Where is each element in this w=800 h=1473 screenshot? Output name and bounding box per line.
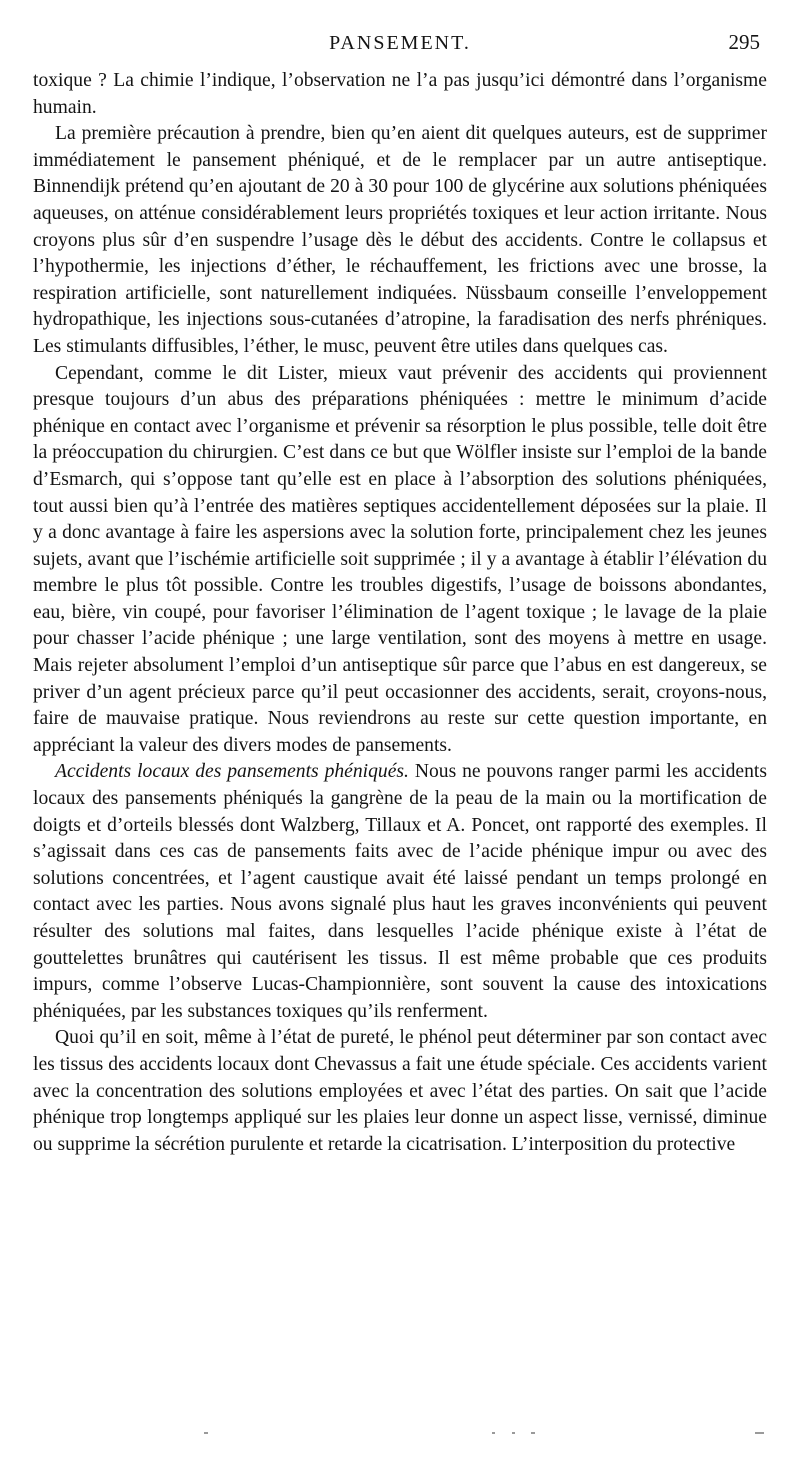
paragraph-prevention <box>33 361 767 760</box>
run-in-heading: Accidents locaux des pansements phéniqués. <box>55 761 409 783</box>
paragraph-phenol-contact <box>33 1025 767 1158</box>
paragraph-continuation <box>33 68 767 121</box>
scan-speck <box>531 1432 535 1434</box>
running-head <box>0 30 800 60</box>
running-title: PANSEMENT. <box>329 32 471 54</box>
scan-speck <box>512 1432 515 1434</box>
scan-speck <box>204 1432 208 1434</box>
scan-speck <box>492 1432 495 1434</box>
scan-specks <box>0 1432 800 1444</box>
paragraph-text: Cependant, comme le dit Lister, mieux vaut prévenir des accidents qui proviennent presque toujours d’un abus des préparations phéniquées : mettre le minimum d’acide phénique en contact avec l’organisme et prévenir sa résorption le plus possible, telle doit être la préoccupation du chirurgien. C’est dans ce but que Wölfler insiste sur l’emploi de la bande d’Esmarch, qui s’oppose tant qu’elle est en place à l’absorption des solutions phéniquées, tout aussi bien qu’à l’entrée des matières septiques accidentellement déposées sur la plaie. Il y a donc avantage à faire les aspersions avec la solution forte, principalement chez les jeunes sujets, avant que l’ischémie artificielle soit supprimée ; il y a avantage à établir l’élévation du membre le plus tôt possible. Contre les troubles digestifs, l’usage de boissons abondantes, eau, bière, vin coupé, pour favoriser l’élimination de l’agent toxique ; le lavage de la plaie pour chasser l’acide phénique ; une large ventilation, sont des moyens à mettre en usage. Mais rejeter absolument l’emploi d’un antiseptique sûr parce que l’abus en est dangereux, se priver d’un agent précieux parce qu’il peut occasionner des accidents, serait, croyons-nous, faire de mauvaise pratique. Nous reviendrons au reste sur cette question importante, en appréciant la valeur des divers modes de pansements. <box>33 362 767 756</box>
page-number: 295 <box>728 30 760 54</box>
paragraph-treatment <box>33 121 767 360</box>
paragraph-local-accidents <box>33 759 767 1025</box>
scan-speck <box>755 1432 764 1434</box>
paragraph-text: Nous ne pouvons ranger parmi les accidents locaux des pansements phéniqués la gangrène de la peau de la main ou la mortification de doigts et d’orteils blessés dont Walzberg, Tillaux et A. Poncet, ont rapporté des exemples. Il s’agissait dans ces cas de pansements faits avec de l’acide phénique impur ou avec des solutions concentrées, et l’agent caustique avait été laissé pendant un temps prolongé en contact avec les parties. Nous avons signalé plus haut les graves inconvénients qui peuvent résulter des solutions mal faites, dans lesquelles l’acide phénique existe à l’état de gouttelettes brunâtres qui cautérisent les tissus. Il est même probable que ces produits impurs, comme l’observe Lucas-Championnière, sont souvent la cause des intoxications phéniquées, par les substances toxiques qu’ils renferment. <box>33 761 767 1022</box>
paragraph-text: toxique ? La chimie l’indique, l’observation ne l’a pas jusqu’ici démontré dans l’organisme humain. <box>33 70 767 118</box>
body-text <box>33 68 767 1158</box>
paragraph-text: La première précaution à prendre, bien qu’en aient dit quelques auteurs, est de supprimer immédiatement le pansement phéniqué, et de le remplacer par un autre antiseptique. Binnendijk prétend qu’en ajoutant de 20 à 30 pour 100 de glycérine aux solutions phéniquées aqueuses, on atténue considérablement leurs propriétés toxiques et leur action irritante. Nous croyons plus sûr d’en suspendre l’usage dès le début des accidents. Contre le collapsus et l’hypothermie, les injections d’éther, le réchauffement, les frictions avec une brosse, la respiration artificielle, sont naturellement indiquées. Nüssbaum conseille l’enveloppement hydropathique, les injections sous-cutanées d’atropine, la faradisation des nerfs phréniques. Les stimulants diffusibles, l’éther, le musc, peuvent être utiles dans quelques cas. <box>33 123 767 357</box>
paragraph-text: Quoi qu’il en soit, même à l’état de pureté, le phénol peut déterminer par son contact avec les tissus des accidents locaux dont Chevassus a fait une étude spéciale. Ces accidents varient avec la concentration des solutions employées et avec l’état des parties. On sait que l’acide phénique trop longtemps appliqué sur les plaies leur donne un aspect lisse, vernissé, diminue ou supprime la sécrétion purulente et retarde la cicatrisation. L’interposition du protective <box>33 1027 767 1155</box>
